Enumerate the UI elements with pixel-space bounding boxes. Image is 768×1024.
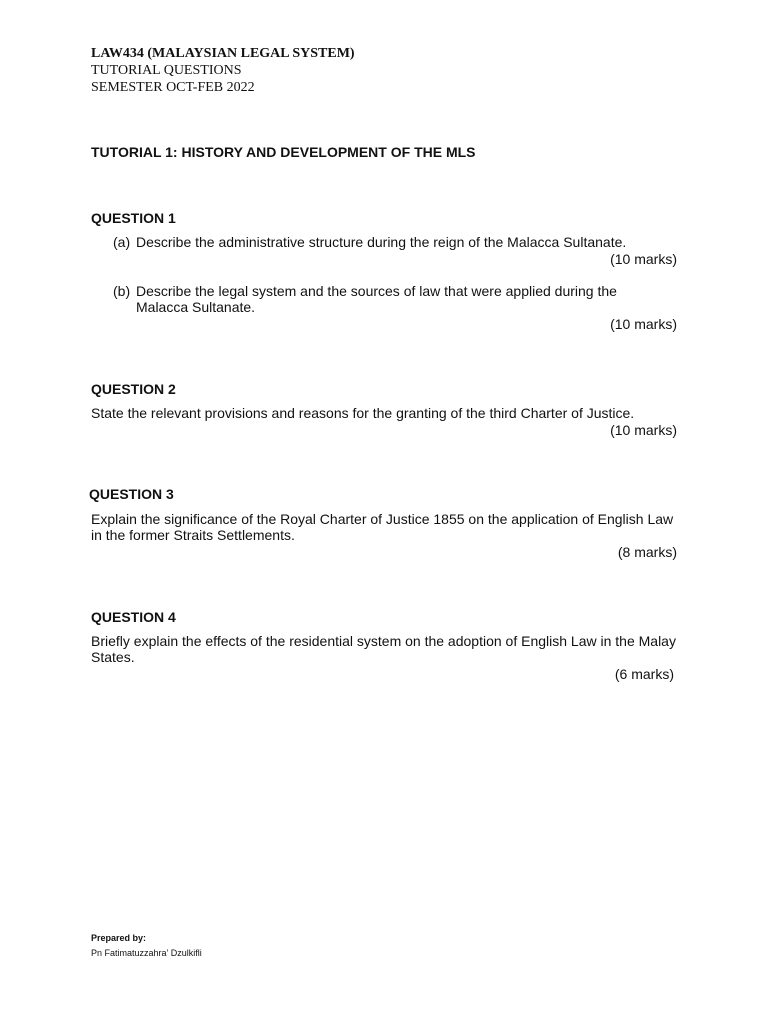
question-2-heading: QUESTION 2 [91,381,176,397]
author-name: Pn Fatimatuzzahra’ Dzulkifli [91,948,202,958]
question-1a-marks: (10 marks) [610,251,677,267]
question-4-marks: (6 marks) [614,666,674,682]
question-1b-text: Describe the legal system and the sources of law that were applied during the Malacca Sultanate. [136,283,617,315]
course-title: LAW434 (MALAYSIAN LEGAL SYSTEM) [91,46,355,61]
question-1a-text: Describe the administrative structure during the reign of the Malacca Sultanate. [136,234,627,250]
prepared-by-label: Prepared by: [91,933,147,943]
question-1b-label: (b) [113,283,131,299]
question-3-heading: QUESTION 3 [89,486,174,502]
question-1-heading: QUESTION 1 [91,210,176,226]
document-subtitle: TUTORIAL QUESTIONS [91,63,242,78]
question-1a-label: (a) [113,234,131,250]
question-4-text: Briefly explain the effects of the residential system on the adoption of English Law in the Malay States. [91,633,676,665]
question-3-marks: (8 marks) [617,544,677,560]
semester-label: SEMESTER OCT-FEB 2022 [91,80,255,95]
question-2-marks: (10 marks) [610,422,677,438]
question-3-text: Explain the significance of the Royal Charter of Justice 1855 on the application of English Law in the former Straits Settlements. [91,511,674,543]
question-2-text: State the relevant provisions and reasons for the granting of the third Charter of Justice. [91,405,635,421]
tutorial-title: TUTORIAL 1: HISTORY AND DEVELOPMENT OF THE MLS [91,144,476,160]
question-4-heading: QUESTION 4 [91,609,176,625]
question-1b-marks: (10 marks) [610,316,677,332]
